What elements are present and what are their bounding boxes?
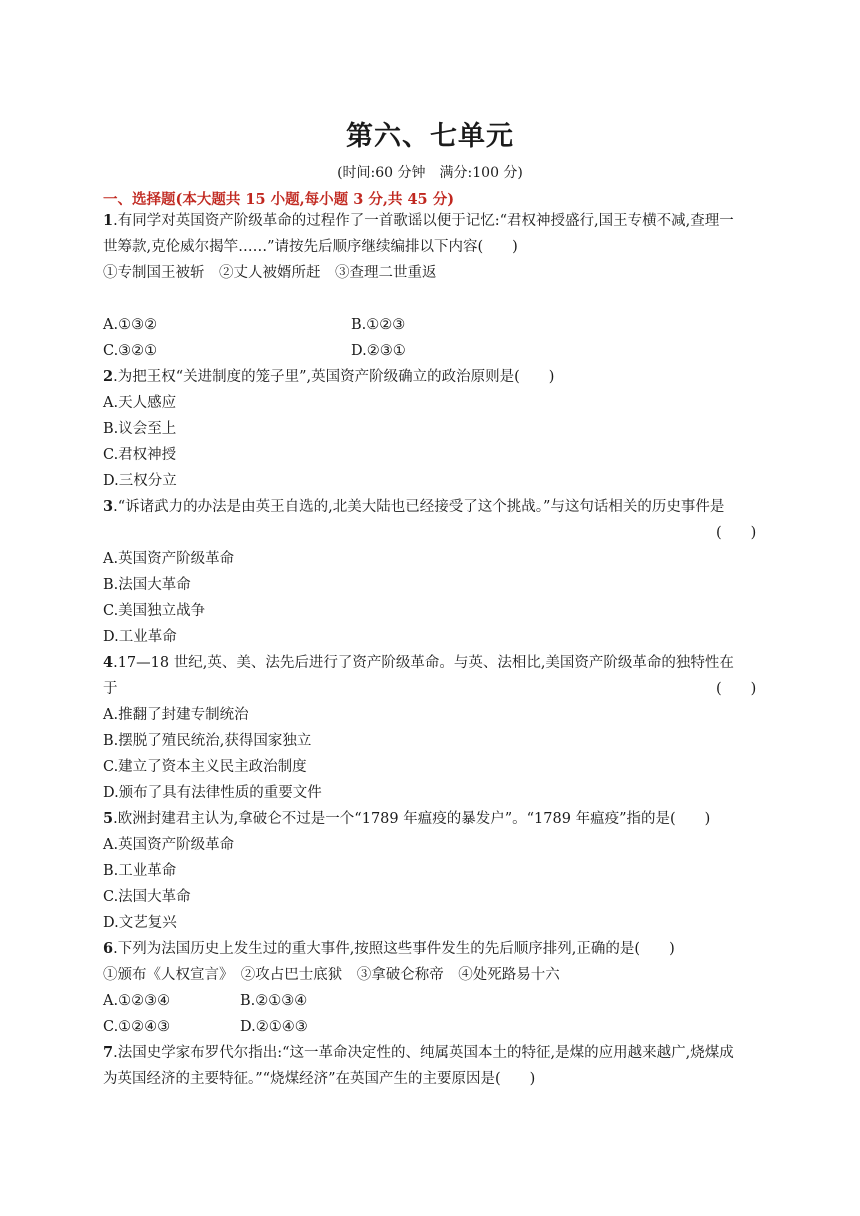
option-d: D.三权分立	[103, 473, 177, 489]
question-text: .为把王权“关进制度的笼子里”,英国资产阶级确立的政治原则是( )	[113, 369, 555, 385]
answer-blank: ( )	[716, 525, 757, 541]
option-a: A.英国资产阶级革命	[103, 837, 235, 853]
question-1-line-2: 世筹款,克伦威尔揭竿……”请按先后顺序继续编排以下内容( )	[103, 239, 518, 255]
question-1-items: ①专制国王被斩 ②丈人被婿所赶 ③查理二世重返	[103, 265, 437, 281]
question-3-line-1	[103, 497, 724, 517]
question-text: .欧洲封建君主认为,拿破仑不过是一个“1789 年瘟疫的暴发户”。“1789 年瘟疫”指的是( )	[113, 811, 711, 827]
option-a: A.天人感应	[103, 395, 177, 411]
question-text: .17—18 世纪,英、美、法先后进行了资产阶级革命。与英、法相比,美国资产阶级革命的独特性在	[113, 655, 734, 671]
option-d: D.②①④③	[240, 1019, 308, 1035]
question-6-line-1	[103, 939, 675, 959]
option-b: B.议会至上	[103, 421, 177, 437]
question-2-line-1	[103, 367, 554, 387]
option-c: C.建立了资本主义民主政治制度	[103, 759, 307, 775]
question-number: 4	[103, 654, 114, 671]
option-b: B.工业革命	[103, 863, 177, 879]
option-a: A.①②③④	[103, 993, 171, 1009]
option-d: D.颁布了具有法律性质的重要文件	[103, 785, 322, 801]
option-c: C.③②①	[103, 343, 158, 359]
exam-info: (时间:60 分钟 满分:100 分)	[337, 165, 523, 181]
question-7-line-1	[103, 1043, 734, 1063]
option-c: C.美国独立战争	[103, 603, 206, 619]
option-c: C.君权神授	[103, 447, 177, 463]
question-text: .“诉诸武力的办法是由英王自选的,北美大陆也已经接受了这个挑战。”与这句话相关的历史事件是	[113, 499, 725, 515]
question-text: .有同学对英国资产阶级革命的过程作了一首歌谣以便于记忆:“君权神授盛行,国王专横不减,查理一	[113, 213, 734, 229]
option-b: B.摆脱了殖民统治,获得国家独立	[103, 733, 312, 749]
option-d: D.工业革命	[103, 629, 177, 645]
option-d: D.文艺复兴	[103, 915, 177, 931]
option-a: A.推翻了封建专制统治	[103, 707, 249, 723]
question-4-line-2: 于	[103, 681, 118, 697]
option-b: B.②①③④	[240, 993, 308, 1009]
option-c: C.①②④③	[103, 1019, 171, 1035]
option-d: D.②③①	[351, 343, 406, 359]
question-number: 2	[103, 368, 114, 385]
page-title: 第六、七单元	[346, 121, 514, 152]
section-heading: 一、选择题(本大题共 15 小题,每小题 3 分,共 45 分)	[103, 191, 455, 208]
option-a: A.①③②	[103, 317, 158, 333]
question-text: .下列为法国历史上发生过的重大事件,按照这些事件发生的先后顺序排列,正确的是( )	[113, 941, 675, 957]
option-b: B.法国大革命	[103, 577, 191, 593]
question-1-line-1	[103, 211, 734, 231]
option-c: C.法国大革命	[103, 889, 191, 905]
question-number: 6	[103, 940, 114, 957]
question-number: 3	[103, 498, 114, 515]
question-number: 1	[103, 212, 114, 229]
answer-blank: ( )	[716, 681, 757, 697]
question-7-line-2: 为英国经济的主要特征。”“烧煤经济”在英国产生的主要原因是( )	[103, 1071, 536, 1087]
question-6-items: ①颁布《人权宣言》 ②攻占巴士底狱 ③拿破仑称帝 ④处死路易十六	[103, 967, 560, 983]
question-5-line-1	[103, 809, 710, 829]
question-number: 7	[103, 1044, 114, 1061]
question-4-line-1	[103, 653, 734, 673]
option-a: A.英国资产阶级革命	[103, 551, 235, 567]
question-text: .法国史学家布罗代尔指出:“这一革命决定性的、纯属英国本土的特征,是煤的应用越来越广,烧煤成	[113, 1045, 734, 1061]
question-number: 5	[103, 810, 114, 827]
option-b: B.①②③	[351, 317, 406, 333]
